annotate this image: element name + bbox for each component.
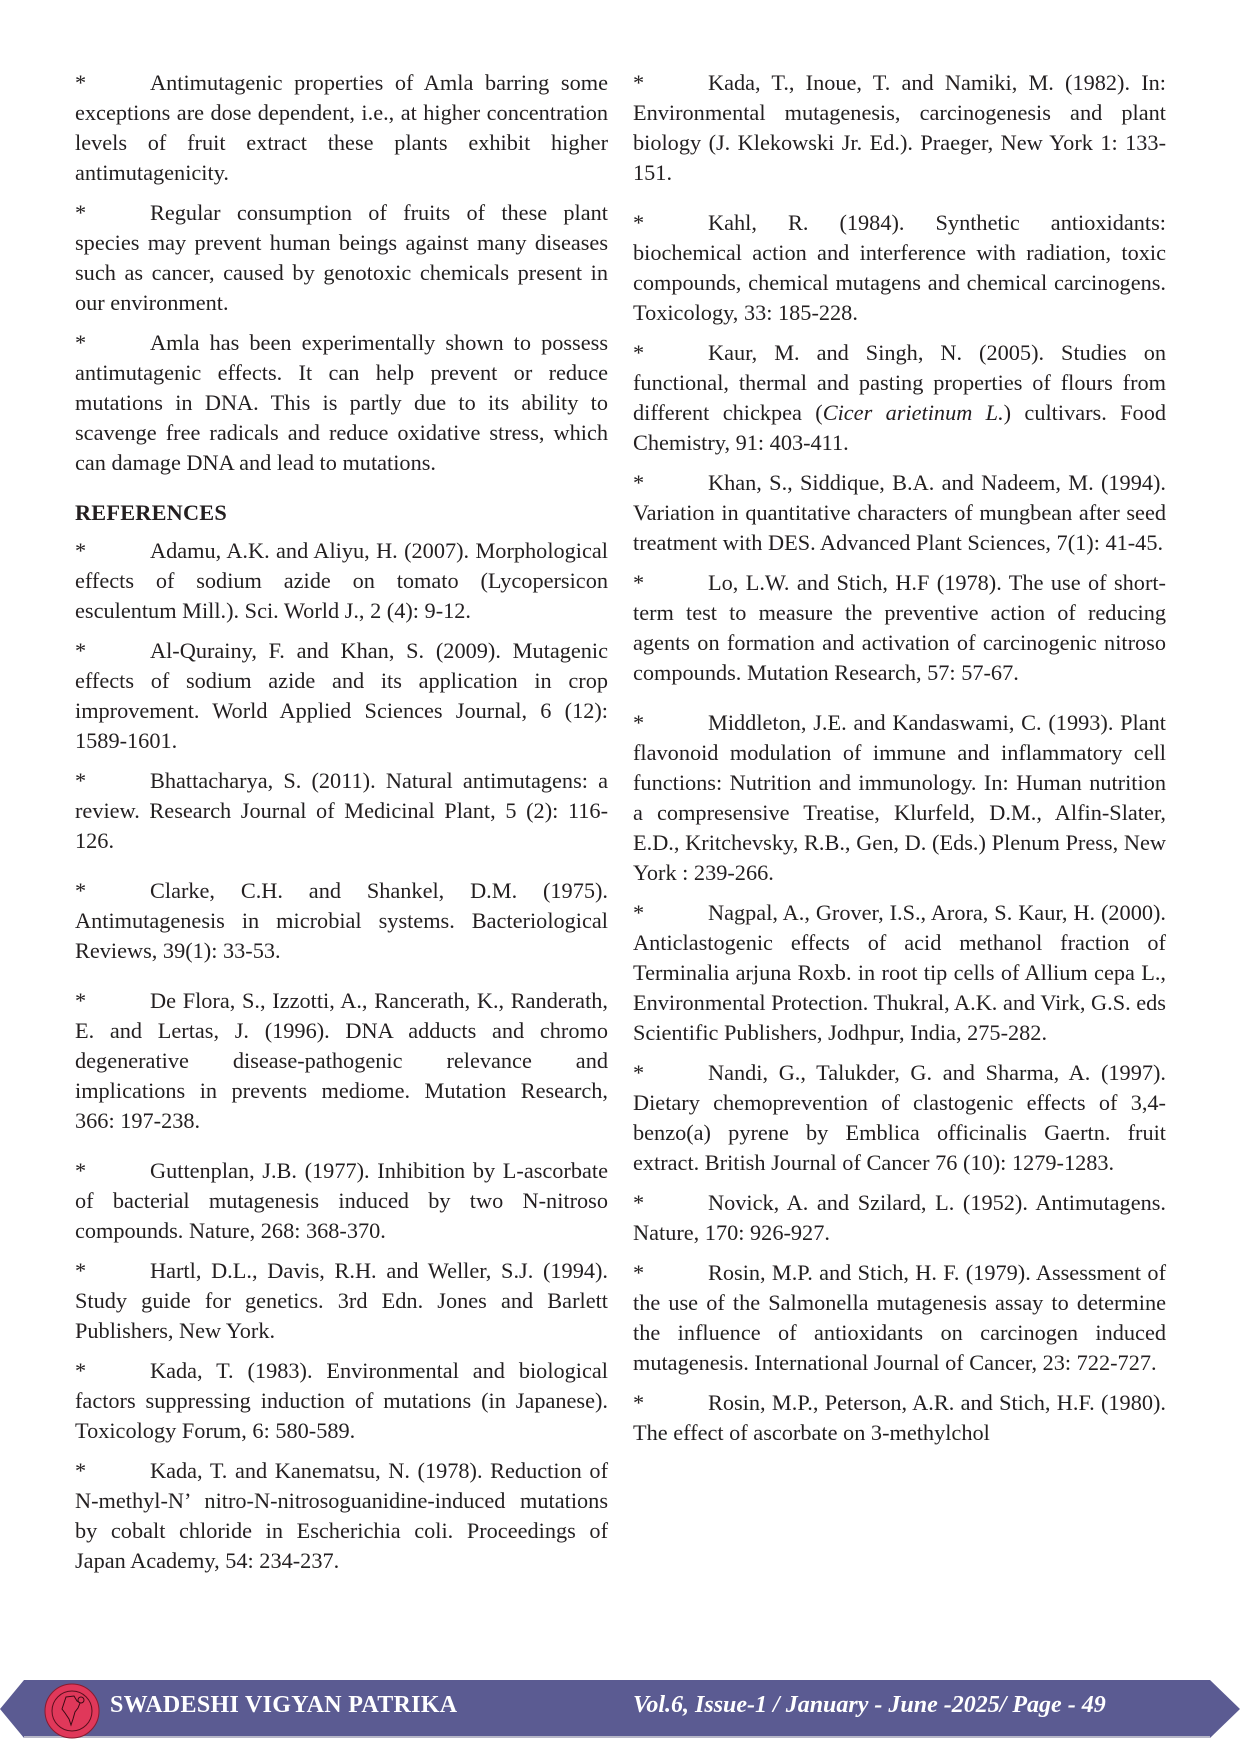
species-name: Cicer arietinum L. <box>822 400 1004 425</box>
journal-brand-name: SWADESHI VIGYAN PATRIKA <box>110 1692 458 1718</box>
reference-entry: * Kada, T. and Kanematsu, N. (1978). Reduction of N-methyl-N’ nitro-N-nitrosoguanidine-induced mutations by cobalt chloride in Escherichia coli. Proceedings of Japan Academy, 54: 234-237. <box>75 1458 608 1573</box>
reference-entry: * Clarke, C.H. and Shankel, D.M. (1975). Antimutagenesis in microbial systems. Bacteriological Reviews, 39(1): 33-53. <box>75 878 608 963</box>
reference-entry: * Khan, S., Siddique, B.A. and Nadeem, M. (1994). Variation in quantitative characters of mungbean after seed treatment with DES. Advanced Plant Sciences, 7(1): 41-45. <box>633 470 1166 555</box>
bullet-point: * Antimutagenic properties of Amla barring some exceptions are dose dependent, i.e., at higher concentration levels of fruit extract these plants exhibit higher antimutagenicity. <box>75 70 608 185</box>
references-heading: REFERENCES <box>75 500 227 525</box>
reference-entry: * Guttenplan, J.B. (1977). Inhibition by L-ascorbate of bacterial mutagenesis induced by two N-nitroso compounds. Nature, 268: 368-370. <box>75 1158 608 1243</box>
reference-entry: * Kada, T., Inoue, T. and Namiki, M. (1982). In: Environmental mutagenesis, carcinogenesis and plant biology (J. Klekowski Jr. Ed.). Praeger, New York 1: 133-151. <box>633 70 1166 185</box>
reference-entry: * Nandi, G., Talukder, G. and Sharma, A. (1997). Dietary chemoprevention of clastogenic effects of 3,4-benzo(a) pyrene by Emblica officinalis Gaertn. fruit extract. British Journal of Cancer 76 (10): 1279-1283. <box>633 1060 1166 1175</box>
left-column <box>75 68 608 1586</box>
reference-entry: * Hartl, D.L., Davis, R.H. and Weller, S.J. (1994). Study guide for genetics. 3rd Edn. Jones and Barlett Publishers, New York. <box>75 1258 608 1343</box>
reference-entry: * Middleton, J.E. and Kandaswami, C. (1993). Plant flavonoid modulation of immune and inflammatory cell functions: Nutrition and immunology. In: Human nutrition a compresensive Treatise, Klurfeld, D.M., Alfin-Slater, E.D., Kritchevsky, R.B., Gen, D. (Eds.) Plenum Press, New York : 239-266. <box>633 710 1166 885</box>
reference-entry: * Bhattacharya, S. (2011). Natural antimutagens: a review. Research Journal of Medicinal Plant, 5 (2): 116-126. <box>75 768 608 853</box>
reference-entry: * Kahl, R. (1984). Synthetic antioxidants: biochemical action and interference with radiation, toxic compounds, chemical mutagens and chemical carcinogens. Toxicology, 33: 185-228. <box>633 210 1166 325</box>
bullet-marker: * <box>75 330 87 355</box>
right-column <box>633 68 1166 1458</box>
reference-entry: * Rosin, M.P. and Stich, H. F. (1979). Assessment of the use of the Salmonella mutagenesis assay to determine the influence of antioxidants on carcinogen induced mutagenesis. International Journal of Cancer, 23: 722-727. <box>633 1260 1166 1375</box>
bullet-point: * Amla has been experimentally shown to possess antimutagenic effects. It can help prevent or reduce mutations in DNA. This is partly due to its ability to scavenge free radicals and reduce oxidative stress, which can damage DNA and lead to mutations. <box>75 330 608 475</box>
reference-entry: * Lo, L.W. and Stich, H.F (1978). The use of short-term test to measure the preventive action of reducing agents on formation and activation of carcinogenic nitroso compounds. Mutation Research, 57: 57-67. <box>633 570 1166 685</box>
reference-entry: * De Flora, S., Izzotti, A., Rancerath, K., Randerath, E. and Lertas, J. (1996). DNA adducts and chromo degenerative disease-pathogenic relevance and implications in prevents mediome. Mutation Research, 366: 197-238. <box>75 988 608 1133</box>
bullet-point: * Regular consumption of fruits of these plant species may prevent human beings against many diseases such as cancer, caused by genotoxic chemicals present in our environment. <box>75 200 608 315</box>
reference-entry: * Kaur, M. and Singh, N. (2005). Studies on functional, thermal and pasting properties of flours from different chickpea (Cicer arietinum L.) cultivars. Food Chemistry, 91: 403-411. <box>633 340 1166 455</box>
india-map-seal-icon <box>44 1683 100 1739</box>
reference-entry: * Adamu, A.K. and Aliyu, H. (2007). Morphological effects of sodium azide on tomato (Lycopersicon esculentum Mill.). Sci. World J., 2 (4): 9-12. <box>75 538 608 623</box>
reference-entry: * Al-Qurainy, F. and Khan, S. (2009). Mutagenic effects of sodium azide and its application in crop improvement. World Applied Sciences Journal, 6 (12): 1589-1601. <box>75 638 608 753</box>
bullet-marker: * <box>75 200 87 225</box>
reference-entry: * Kada, T. (1983). Environmental and biological factors suppressing induction of mutations (in Japanese). Toxicology Forum, 6: 580-589. <box>75 1358 608 1443</box>
issue-page-info: Vol.6, Issue-1 / January - June -2025/ Page - 49 <box>633 1692 1106 1718</box>
reference-entry: * Novick, A. and Szilard, L. (1952). Antimutagens. Nature, 170: 926-927. <box>633 1190 1166 1245</box>
bullet-marker: * <box>75 70 87 95</box>
page-footer <box>0 1680 1241 1738</box>
reference-entry: * Nagpal, A., Grover, I.S., Arora, S. Kaur, H. (2000). Anticlastogenic effects of acid methanol fraction of Terminalia arjuna Roxb. in root tip cells of Allium cepa L., Environmental Protection. Thukral, A.K. and Virk, G.S. eds Scientific Publishers, Jodhpur, India, 275-282. <box>633 900 1166 1045</box>
reference-entry: * Rosin, M.P., Peterson, A.R. and Stich, H.F. (1980). The effect of ascorbate on 3-methylchol <box>633 1390 1166 1445</box>
